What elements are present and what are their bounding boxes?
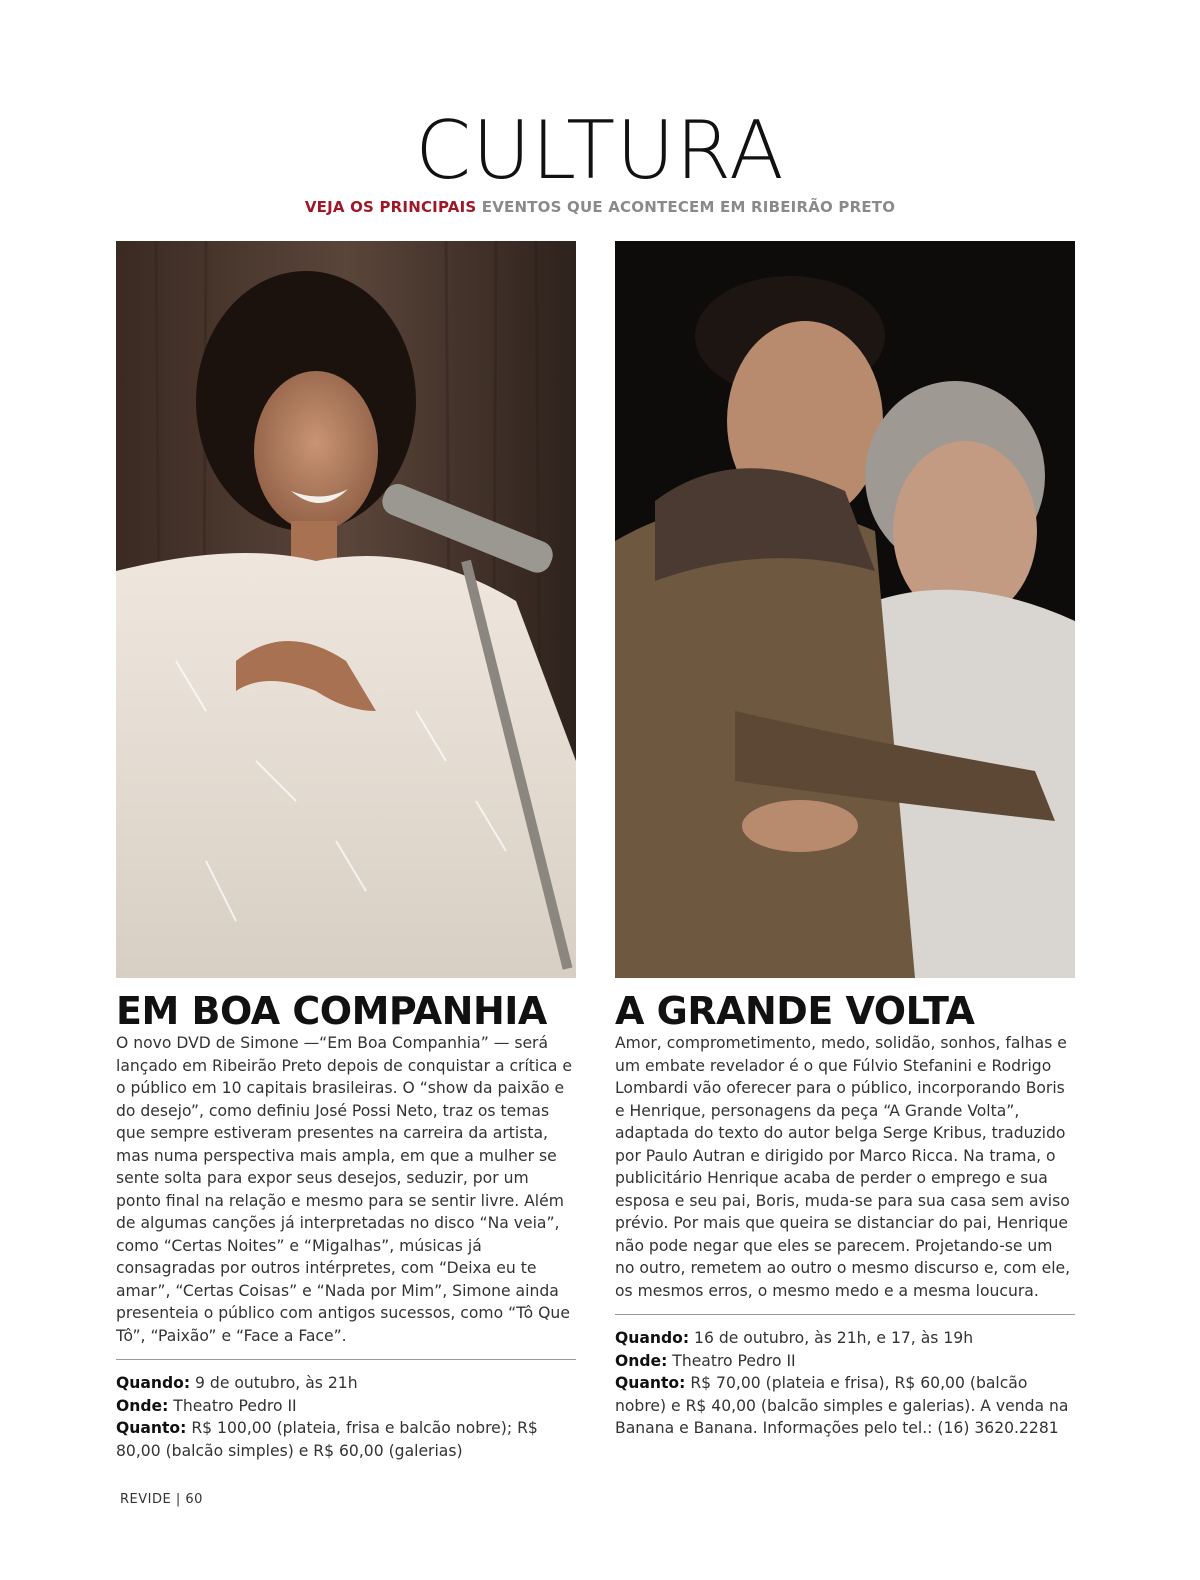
info-value: Theatro Pedro II: [168, 1396, 297, 1415]
section-title: CULTURA: [415, 104, 785, 197]
info-label: Quanto:: [615, 1374, 686, 1392]
info-when: [615, 1327, 1075, 1350]
article-a-grande-volta: [615, 990, 1075, 1440]
page-footer: REVIDE | 60: [120, 1492, 203, 1507]
info-value: 9 de outubro, às 21h: [190, 1374, 358, 1392]
subtitle-rest: EVENTOS QUE ACONTECEM EM RIBEIRÃO PRETO: [476, 198, 896, 216]
article-body: Amor, comprometimento, medo, solidão, sonhos, falhas e um embate revelador é o que Fúlvio Stefanini e Rodrigo Lombardi vão oferecer para o público, incorporando Boris e Henrique, personagens da peça “A Grande Volta”, adaptada do texto do autor belga Serge Kribus, traduzido por Paulo Autran e dirigido por Marco Ricca. Na trama, o publicitário Henrique acaba de perder o emprego e sua esposa e seu pai, Boris, muda-se para sua casa sem aviso prévio. Por mais que queira se distanciar do pai, Henrique não pode negar que eles se parecem. Projetando-se um no outro, remetem ao outro o mesmo discurso e, com ele, os mesmos erros, o mesmo medo e a mesma loucura.: [615, 1034, 1071, 1300]
info-where: [116, 1395, 576, 1418]
actors-photo: [615, 241, 1075, 978]
info-value: R$ 100,00 (plateia, frisa e balcão nobre); R$ 80,00 (balcão simples) e R$ 60,00 (galerias): [116, 1419, 538, 1460]
info-value: Theatro Pedro II: [667, 1351, 796, 1370]
divider: [615, 1314, 1075, 1315]
section-subtitle: [0, 198, 1200, 216]
info-label: Quando:: [116, 1374, 191, 1392]
article-title: EM BOA COMPANHIA: [116, 989, 547, 1033]
info-label: Onde:: [116, 1396, 169, 1415]
info-price: [615, 1372, 1075, 1440]
divider: [116, 1359, 576, 1360]
article-em-boa-companhia: [116, 990, 576, 1462]
page-header: [0, 104, 1200, 216]
info-when: [116, 1372, 576, 1395]
article-title: A GRANDE VOLTA: [615, 989, 975, 1033]
info-label: Quando:: [615, 1329, 690, 1347]
info-where: [615, 1350, 1075, 1373]
info-label: Quanto:: [116, 1419, 187, 1437]
subtitle-highlight: VEJA OS PRINCIPAIS: [304, 198, 477, 216]
singer-photo: [116, 241, 576, 978]
info-label: Onde:: [615, 1351, 668, 1370]
info-price: [116, 1417, 576, 1462]
info-value: 16 de outubro, às 21h, e 17, às 19h: [689, 1329, 974, 1347]
info-value: R$ 70,00 (plateia e frisa), R$ 60,00 (balcão nobre) e R$ 40,00 (balcão simples e galerias). A venda na Banana e Banana. Informações pelo tel.: (16) 3620.2281: [615, 1374, 1069, 1437]
article-body: O novo DVD de Simone —“Em Boa Companhia” — será lançado em Ribeirão Preto depois de conquistar a crítica e o público em 10 capitais brasileiras. O “show da paixão e do desejo”, como definiu José Possi Neto, traz os temas que sempre estiveram presentes na carreira da artista, mas numa perspectiva mais ampla, em que a mulher se sente solta para expor seus desejos, seduzir, por um ponto final na relação e mesmo para se sentir livre. Além de algumas canções já interpretadas no disco “Na veia”, como “Certas Noites” e “Migalhas”, músicas já consagradas por outros intérpretes, com “Deixa eu te amar”, “Certas Coisas” e “Nada por Mim”, Simone ainda presenteia o público com antigos sucessos, como “Tô Que Tô”, “Paixão” e “Face a Face”.: [116, 1034, 572, 1345]
